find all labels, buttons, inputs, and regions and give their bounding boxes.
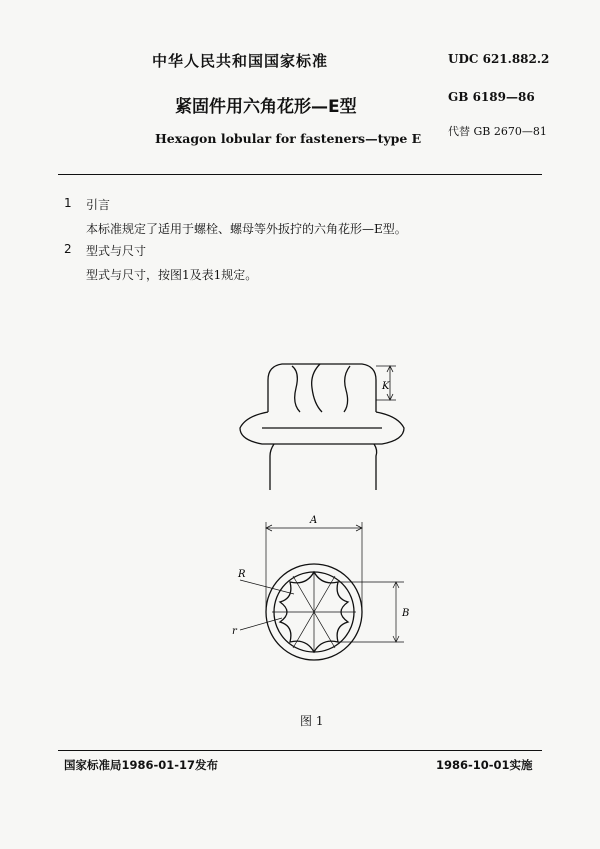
figure-caption: 图 1 — [300, 714, 324, 728]
standard-title-cn: 紧固件用六角花形—E型 — [175, 97, 357, 117]
issue-date: 国家标准局1986-01-17发布 — [64, 758, 219, 772]
udc-code: UDC 621.882.2 — [448, 52, 550, 66]
head-outline — [268, 364, 376, 412]
section-2-heading: 型式与尺寸 — [86, 244, 147, 258]
standard-number: GB 6189—86 — [448, 90, 535, 104]
label-a: A — [310, 515, 318, 526]
label-b: B — [402, 608, 410, 619]
section-1-body: 本标准规定了适用于螺栓、螺母等外扳拧的六角花形—E型。 — [86, 222, 407, 236]
section-1-heading: 引言 — [86, 198, 111, 212]
standard-title-en: Hexagon lobular for fasteners—type E — [155, 131, 422, 146]
shank-outline — [270, 444, 377, 490]
head-lobe-right — [344, 366, 350, 412]
section-1-number: 1 — [64, 196, 72, 210]
issuer-title: 中华人民共和国国家标准 — [152, 52, 329, 70]
replaces-standard: 代替 GB 2670—81 — [448, 125, 547, 138]
section-2-body: 型式与尺寸，按图1及表1规定。 — [86, 268, 258, 282]
footer-rule — [58, 750, 542, 751]
head-lobe-left — [292, 366, 300, 412]
r-big-leader — [240, 580, 294, 594]
label-r-small: r — [232, 626, 237, 637]
effective-date: 1986-10-01实施 — [436, 758, 533, 772]
head-lobe-center — [312, 364, 322, 412]
section-2-number: 2 — [64, 242, 72, 256]
label-k: K — [382, 381, 390, 392]
label-r-big: R — [238, 569, 246, 580]
